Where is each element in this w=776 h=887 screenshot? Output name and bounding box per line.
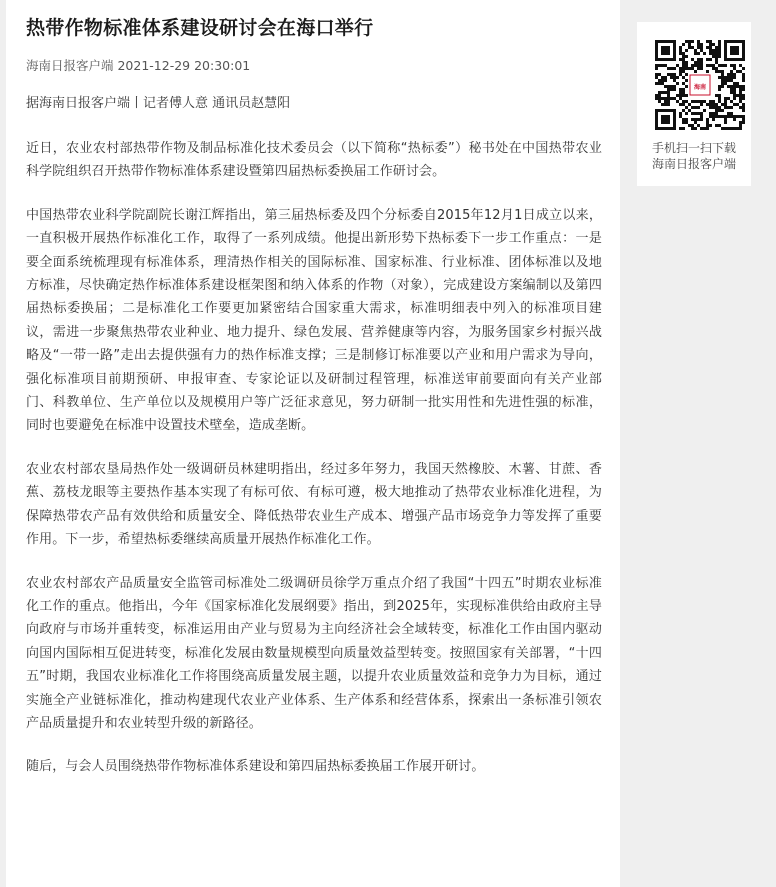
article-paragraph: 近日，农业农村部热带作物及制品标准化技术委员会（以下简称“热标委”）秘书处在中国热带农业科学院组织召开热带作物标准体系建设暨第四届热标委换届工作研讨会。 [26,141,602,180]
qr-code-icon[interactable] [655,40,745,130]
article-paragraph: 农业农村部农垦局热作处一级调研员林建明指出，经过多年努力，我国天然橡胶、木薯、甘蔗、香蕉、荔枝龙眼等主要热作基本实现了有标可依、有标可遵，极大地推动了热带农业标准化进程，为保障热带农产品有效供给和质量安全、降低热带农业生产成本、增强产品市场竞争力等发挥了重要作用。下一步，希望热标委继续高质量开展热作标准化工作。 [26,461,602,548]
qr-caption-line1: 手机扫一扫下载 [651,141,736,155]
article-paragraph: 农业农村部农产品质量安全监管司标准处二级调研员徐学万重点介绍了我国“十四五”时期农业标准化工作的重点。他指出，今年《国家标准化发展纲要》指出，到2025年，实现标准供给由政府主导向政府与市场并重转变，标准运用由产业与贸易为主向经济社会全域转变，标准化工作由国内驱动向国内国际相互促进转变，标准化发展由数量规模型向质量效益型转变。按照国家有关部署，“十四五”时期，我国农业标准化工作将围绕高质量发展主题，以提升农业质量效益和竞争力为目标，通过实施全产业链标准化，推动构建现代农业产业体系、生产体系和经营体系，探索出一条标准引领农产品质量提升和农业转型升级的新路径。 [26,575,602,731]
article-panel [6,0,620,887]
svg-text:海南: 海南 [693,84,707,91]
article-paragraph: 中国热带农业科学院副院长谢江辉指出，第三届热标委及四个分标委自2015年12月1日成立以来，一直积极开展热作标准化工作，取得了一系列成绩。他提出新形势下热标委下一步工作重点：一是要全面系统梳理现有标准体系，理清热作相关的国际标准、国家标准、行业标准、团体标准以及地方标准，尽快确定热作标准体系建设框架图和纳入体系的作物（对象），完成建设方案编制以及第四届热标委换届；二是标准化工作要更加紧密结合国家重大需求，标准明细表中列入的标准项目建议，需进一步聚焦热带农业种业、地力提升、绿色发展、营养健康等内容，为服务国家乡村振兴战略及“一带一路”走出去提供强有力的热作标准支撑；三是制修订标准要以产业和用户需求为导向，强化标准项目前期预研、申报审查、专家论证以及研制过程管理，标准送审前要面向有关产业部门、科教单位、生产单位以及规模用户等广泛征求意见，努力研制一批实用性和先进性强的标准，同时也要避免在标准中设置技术壁垒，造成垄断。 [26,207,602,434]
qr-caption-line2: 海南日报客户端 [651,157,736,171]
qr-caption [637,140,751,172]
article-byline: 据海南日报客户端丨记者傅人意 通讯员赵慧阳 [26,96,291,111]
download-qr-panel [637,22,751,186]
article-meta: 海南日报客户端 2021-12-29 20:30:01 [26,58,251,73]
article-paragraph: 随后，与会人员围绕热带作物标准体系建设和第四届热标委换届工作展开研讨。 [26,759,485,775]
article-title: 热带作物标准体系建设研讨会在海口举行 [26,17,374,39]
